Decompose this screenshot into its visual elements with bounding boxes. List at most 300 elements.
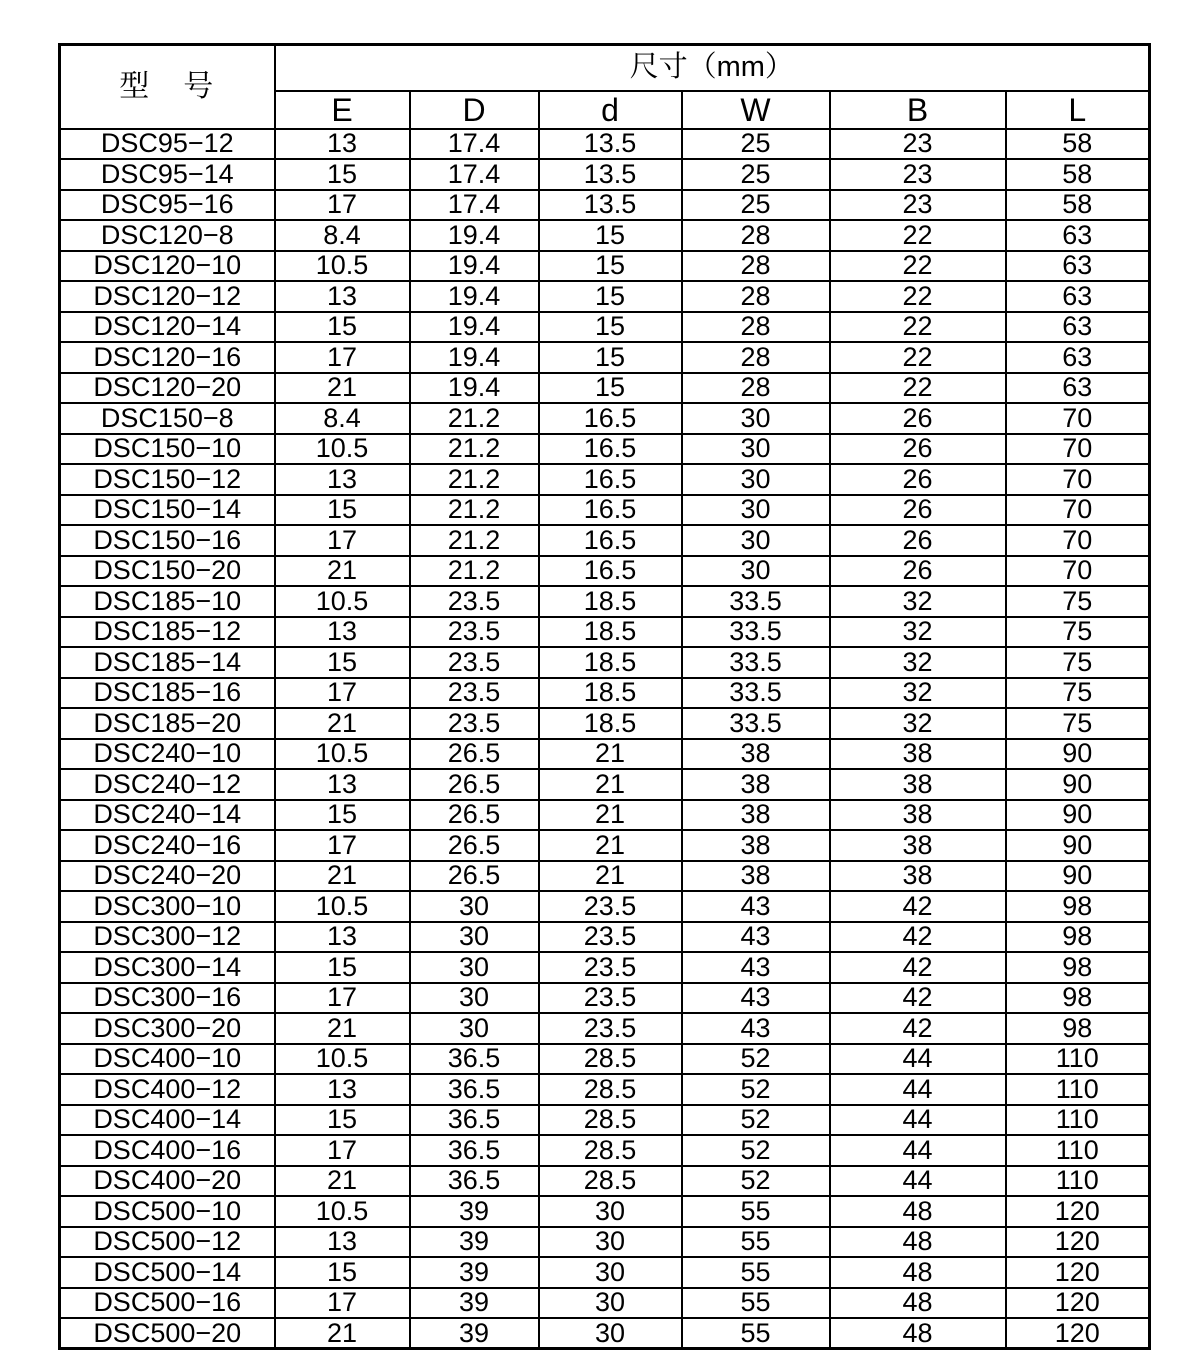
value-cell-E: 10.5 bbox=[275, 586, 410, 617]
value-cell-E: 13 bbox=[275, 464, 410, 495]
model-cell: DSC500−16 bbox=[60, 1288, 275, 1319]
table-row bbox=[60, 708, 1150, 739]
value-cell-E: 8.4 bbox=[275, 403, 410, 434]
value-cell-W: 38 bbox=[682, 861, 830, 892]
value-cell-W: 33.5 bbox=[682, 647, 830, 678]
value-cell-B: 42 bbox=[830, 952, 1006, 983]
model-cell: DSC300−10 bbox=[60, 891, 275, 922]
value-cell-d: 28.5 bbox=[539, 1105, 682, 1136]
value-cell-B: 42 bbox=[830, 891, 1006, 922]
value-cell-E: 15 bbox=[275, 952, 410, 983]
value-cell-d: 23.5 bbox=[539, 983, 682, 1014]
value-cell-B: 42 bbox=[830, 922, 1006, 953]
value-cell-D: 23.5 bbox=[410, 617, 539, 648]
value-cell-B: 38 bbox=[830, 769, 1006, 800]
value-cell-W: 30 bbox=[682, 403, 830, 434]
model-cell: DSC150−8 bbox=[60, 403, 275, 434]
value-cell-d: 18.5 bbox=[539, 617, 682, 648]
value-cell-E: 10.5 bbox=[275, 434, 410, 465]
table-row bbox=[60, 1257, 1150, 1288]
value-cell-L: 63 bbox=[1006, 373, 1150, 404]
value-cell-L: 75 bbox=[1006, 617, 1150, 648]
value-cell-L: 70 bbox=[1006, 525, 1150, 556]
value-cell-B: 26 bbox=[830, 403, 1006, 434]
model-cell: DSC500−20 bbox=[60, 1318, 275, 1349]
value-cell-W: 25 bbox=[682, 159, 830, 190]
value-cell-E: 17 bbox=[275, 342, 410, 373]
value-cell-L: 70 bbox=[1006, 556, 1150, 587]
value-cell-E: 10.5 bbox=[275, 1044, 410, 1075]
value-cell-E: 8.4 bbox=[275, 220, 410, 251]
value-cell-W: 25 bbox=[682, 190, 830, 221]
value-cell-D: 26.5 bbox=[410, 739, 539, 770]
model-cell: DSC120−16 bbox=[60, 342, 275, 373]
value-cell-B: 38 bbox=[830, 739, 1006, 770]
value-cell-L: 63 bbox=[1006, 220, 1150, 251]
table-row bbox=[60, 1318, 1150, 1349]
value-cell-L: 98 bbox=[1006, 922, 1150, 953]
value-cell-B: 44 bbox=[830, 1105, 1006, 1136]
value-cell-L: 98 bbox=[1006, 952, 1150, 983]
value-cell-L: 98 bbox=[1006, 983, 1150, 1014]
model-cell: DSC150−12 bbox=[60, 464, 275, 495]
value-cell-L: 98 bbox=[1006, 1013, 1150, 1044]
value-cell-L: 70 bbox=[1006, 495, 1150, 526]
value-cell-E: 21 bbox=[275, 373, 410, 404]
value-cell-W: 33.5 bbox=[682, 617, 830, 648]
value-cell-D: 36.5 bbox=[410, 1166, 539, 1197]
table-row bbox=[60, 678, 1150, 709]
value-cell-L: 120 bbox=[1006, 1318, 1150, 1349]
value-cell-W: 55 bbox=[682, 1257, 830, 1288]
value-cell-d: 21 bbox=[539, 739, 682, 770]
value-cell-L: 120 bbox=[1006, 1257, 1150, 1288]
value-cell-L: 110 bbox=[1006, 1166, 1150, 1197]
value-cell-E: 10.5 bbox=[275, 1196, 410, 1227]
table-row bbox=[60, 312, 1150, 343]
table-row bbox=[60, 1135, 1150, 1166]
value-cell-E: 17 bbox=[275, 525, 410, 556]
value-cell-D: 21.2 bbox=[410, 556, 539, 587]
value-cell-W: 28 bbox=[682, 312, 830, 343]
value-cell-d: 13.5 bbox=[539, 129, 682, 160]
value-cell-d: 23.5 bbox=[539, 891, 682, 922]
value-cell-B: 48 bbox=[830, 1318, 1006, 1349]
table-row bbox=[60, 525, 1150, 556]
value-cell-L: 58 bbox=[1006, 190, 1150, 221]
table-row bbox=[60, 251, 1150, 282]
value-cell-L: 90 bbox=[1006, 739, 1150, 770]
value-cell-L: 70 bbox=[1006, 434, 1150, 465]
value-cell-B: 26 bbox=[830, 464, 1006, 495]
value-cell-D: 19.4 bbox=[410, 281, 539, 312]
value-cell-d: 18.5 bbox=[539, 708, 682, 739]
value-cell-L: 120 bbox=[1006, 1227, 1150, 1258]
value-cell-B: 48 bbox=[830, 1227, 1006, 1258]
value-cell-L: 63 bbox=[1006, 251, 1150, 282]
value-cell-d: 18.5 bbox=[539, 586, 682, 617]
value-cell-W: 55 bbox=[682, 1227, 830, 1258]
value-cell-D: 19.4 bbox=[410, 342, 539, 373]
table-row bbox=[60, 373, 1150, 404]
value-cell-B: 22 bbox=[830, 342, 1006, 373]
column-header-B: B bbox=[830, 91, 1006, 129]
value-cell-D: 39 bbox=[410, 1288, 539, 1319]
table-row bbox=[60, 647, 1150, 678]
value-cell-B: 26 bbox=[830, 556, 1006, 587]
value-cell-W: 30 bbox=[682, 495, 830, 526]
value-cell-E: 13 bbox=[275, 281, 410, 312]
value-cell-B: 42 bbox=[830, 1013, 1006, 1044]
value-cell-E: 17 bbox=[275, 190, 410, 221]
value-cell-D: 26.5 bbox=[410, 861, 539, 892]
value-cell-D: 21.2 bbox=[410, 495, 539, 526]
value-cell-D: 17.4 bbox=[410, 159, 539, 190]
value-cell-L: 70 bbox=[1006, 464, 1150, 495]
value-cell-B: 44 bbox=[830, 1166, 1006, 1197]
table-row bbox=[60, 1044, 1150, 1075]
value-cell-W: 55 bbox=[682, 1288, 830, 1319]
model-cell: DSC500−12 bbox=[60, 1227, 275, 1258]
value-cell-B: 26 bbox=[830, 525, 1006, 556]
value-cell-B: 38 bbox=[830, 830, 1006, 861]
value-cell-L: 63 bbox=[1006, 312, 1150, 343]
value-cell-d: 16.5 bbox=[539, 403, 682, 434]
value-cell-B: 22 bbox=[830, 220, 1006, 251]
value-cell-W: 28 bbox=[682, 251, 830, 282]
value-cell-W: 43 bbox=[682, 952, 830, 983]
value-cell-B: 48 bbox=[830, 1196, 1006, 1227]
value-cell-d: 28.5 bbox=[539, 1166, 682, 1197]
value-cell-W: 28 bbox=[682, 281, 830, 312]
value-cell-d: 28.5 bbox=[539, 1074, 682, 1105]
value-cell-L: 110 bbox=[1006, 1074, 1150, 1105]
value-cell-W: 55 bbox=[682, 1196, 830, 1227]
value-cell-W: 52 bbox=[682, 1105, 830, 1136]
value-cell-D: 26.5 bbox=[410, 769, 539, 800]
value-cell-E: 10.5 bbox=[275, 739, 410, 770]
value-cell-L: 75 bbox=[1006, 586, 1150, 617]
value-cell-E: 13 bbox=[275, 617, 410, 648]
model-cell: DSC300−16 bbox=[60, 983, 275, 1014]
value-cell-W: 28 bbox=[682, 220, 830, 251]
value-cell-B: 32 bbox=[830, 678, 1006, 709]
dimensions-mm-header: 尺寸（mm） bbox=[275, 45, 1150, 91]
value-cell-E: 17 bbox=[275, 830, 410, 861]
value-cell-W: 38 bbox=[682, 800, 830, 831]
value-cell-B: 32 bbox=[830, 647, 1006, 678]
value-cell-E: 21 bbox=[275, 1318, 410, 1349]
value-cell-E: 13 bbox=[275, 769, 410, 800]
value-cell-B: 48 bbox=[830, 1288, 1006, 1319]
model-cell: DSC120−12 bbox=[60, 281, 275, 312]
table-row bbox=[60, 739, 1150, 770]
value-cell-d: 28.5 bbox=[539, 1135, 682, 1166]
model-cell: DSC500−14 bbox=[60, 1257, 275, 1288]
model-cell: DSC120−8 bbox=[60, 220, 275, 251]
table-row bbox=[60, 586, 1150, 617]
model-cell: DSC400−20 bbox=[60, 1166, 275, 1197]
model-cell: DSC185−20 bbox=[60, 708, 275, 739]
value-cell-D: 23.5 bbox=[410, 708, 539, 739]
value-cell-E: 21 bbox=[275, 1013, 410, 1044]
header-row-top bbox=[60, 45, 1150, 91]
value-cell-L: 63 bbox=[1006, 281, 1150, 312]
value-cell-D: 23.5 bbox=[410, 586, 539, 617]
table-row bbox=[60, 861, 1150, 892]
value-cell-B: 32 bbox=[830, 708, 1006, 739]
table-row bbox=[60, 1166, 1150, 1197]
table-row bbox=[60, 1013, 1150, 1044]
value-cell-E: 15 bbox=[275, 312, 410, 343]
table-row bbox=[60, 129, 1150, 160]
table-row bbox=[60, 159, 1150, 190]
value-cell-L: 120 bbox=[1006, 1196, 1150, 1227]
value-cell-W: 33.5 bbox=[682, 586, 830, 617]
value-cell-d: 16.5 bbox=[539, 464, 682, 495]
model-cell: DSC300−12 bbox=[60, 922, 275, 953]
value-cell-D: 21.2 bbox=[410, 525, 539, 556]
value-cell-d: 21 bbox=[539, 861, 682, 892]
value-cell-D: 21.2 bbox=[410, 403, 539, 434]
value-cell-d: 16.5 bbox=[539, 556, 682, 587]
value-cell-d: 15 bbox=[539, 281, 682, 312]
value-cell-L: 75 bbox=[1006, 678, 1150, 709]
table-row bbox=[60, 1196, 1150, 1227]
value-cell-E: 15 bbox=[275, 1257, 410, 1288]
value-cell-d: 30 bbox=[539, 1196, 682, 1227]
table-row bbox=[60, 1074, 1150, 1105]
table-row bbox=[60, 403, 1150, 434]
table-row bbox=[60, 1227, 1150, 1258]
value-cell-L: 75 bbox=[1006, 647, 1150, 678]
value-cell-D: 19.4 bbox=[410, 220, 539, 251]
value-cell-W: 38 bbox=[682, 830, 830, 861]
column-header-D: D bbox=[410, 91, 539, 129]
value-cell-B: 44 bbox=[830, 1135, 1006, 1166]
value-cell-W: 30 bbox=[682, 464, 830, 495]
value-cell-W: 52 bbox=[682, 1135, 830, 1166]
model-cell: DSC150−14 bbox=[60, 495, 275, 526]
value-cell-E: 21 bbox=[275, 1166, 410, 1197]
value-cell-B: 23 bbox=[830, 129, 1006, 160]
value-cell-W: 33.5 bbox=[682, 708, 830, 739]
table-row bbox=[60, 830, 1150, 861]
value-cell-D: 23.5 bbox=[410, 647, 539, 678]
value-cell-D: 30 bbox=[410, 891, 539, 922]
value-cell-D: 39 bbox=[410, 1318, 539, 1349]
table-row bbox=[60, 891, 1150, 922]
table-row bbox=[60, 617, 1150, 648]
value-cell-D: 30 bbox=[410, 952, 539, 983]
value-cell-E: 15 bbox=[275, 159, 410, 190]
value-cell-B: 22 bbox=[830, 373, 1006, 404]
value-cell-d: 21 bbox=[539, 800, 682, 831]
value-cell-D: 21.2 bbox=[410, 434, 539, 465]
value-cell-E: 21 bbox=[275, 708, 410, 739]
value-cell-d: 21 bbox=[539, 769, 682, 800]
value-cell-d: 18.5 bbox=[539, 678, 682, 709]
value-cell-D: 26.5 bbox=[410, 830, 539, 861]
column-header-d: d bbox=[539, 91, 682, 129]
value-cell-W: 43 bbox=[682, 891, 830, 922]
value-cell-B: 26 bbox=[830, 495, 1006, 526]
model-cell: DSC240−16 bbox=[60, 830, 275, 861]
value-cell-E: 21 bbox=[275, 556, 410, 587]
model-cell: DSC120−14 bbox=[60, 312, 275, 343]
value-cell-d: 15 bbox=[539, 342, 682, 373]
table-row bbox=[60, 983, 1150, 1014]
value-cell-d: 30 bbox=[539, 1318, 682, 1349]
value-cell-L: 110 bbox=[1006, 1135, 1150, 1166]
value-cell-D: 39 bbox=[410, 1196, 539, 1227]
value-cell-B: 23 bbox=[830, 190, 1006, 221]
value-cell-D: 30 bbox=[410, 983, 539, 1014]
value-cell-D: 21.2 bbox=[410, 464, 539, 495]
dimension-table bbox=[58, 43, 1151, 1350]
value-cell-B: 38 bbox=[830, 861, 1006, 892]
value-cell-B: 44 bbox=[830, 1074, 1006, 1105]
table-row bbox=[60, 800, 1150, 831]
model-cell: DSC500−10 bbox=[60, 1196, 275, 1227]
model-cell: DSC150−10 bbox=[60, 434, 275, 465]
value-cell-L: 90 bbox=[1006, 830, 1150, 861]
value-cell-W: 38 bbox=[682, 739, 830, 770]
value-cell-E: 15 bbox=[275, 800, 410, 831]
value-cell-E: 13 bbox=[275, 1074, 410, 1105]
model-cell: DSC95−12 bbox=[60, 129, 275, 160]
value-cell-B: 32 bbox=[830, 617, 1006, 648]
table-row bbox=[60, 190, 1150, 221]
value-cell-D: 17.4 bbox=[410, 190, 539, 221]
model-cell: DSC120−10 bbox=[60, 251, 275, 282]
value-cell-d: 16.5 bbox=[539, 525, 682, 556]
column-header-W: W bbox=[682, 91, 830, 129]
value-cell-D: 19.4 bbox=[410, 373, 539, 404]
model-cell: DSC185−16 bbox=[60, 678, 275, 709]
model-cell: DSC95−14 bbox=[60, 159, 275, 190]
value-cell-d: 30 bbox=[539, 1288, 682, 1319]
value-cell-d: 21 bbox=[539, 830, 682, 861]
value-cell-E: 15 bbox=[275, 495, 410, 526]
value-cell-L: 90 bbox=[1006, 861, 1150, 892]
model-cell: DSC150−16 bbox=[60, 525, 275, 556]
value-cell-D: 30 bbox=[410, 922, 539, 953]
model-cell: DSC185−12 bbox=[60, 617, 275, 648]
value-cell-d: 28.5 bbox=[539, 1044, 682, 1075]
model-cell: DSC185−10 bbox=[60, 586, 275, 617]
value-cell-E: 13 bbox=[275, 922, 410, 953]
value-cell-W: 43 bbox=[682, 1013, 830, 1044]
table-row bbox=[60, 464, 1150, 495]
value-cell-d: 23.5 bbox=[539, 952, 682, 983]
value-cell-E: 13 bbox=[275, 1227, 410, 1258]
model-cell: DSC240−20 bbox=[60, 861, 275, 892]
value-cell-d: 18.5 bbox=[539, 647, 682, 678]
value-cell-E: 13 bbox=[275, 129, 410, 160]
value-cell-W: 52 bbox=[682, 1074, 830, 1105]
value-cell-L: 75 bbox=[1006, 708, 1150, 739]
value-cell-L: 70 bbox=[1006, 403, 1150, 434]
value-cell-d: 13.5 bbox=[539, 190, 682, 221]
value-cell-E: 15 bbox=[275, 1105, 410, 1136]
value-cell-W: 43 bbox=[682, 922, 830, 953]
value-cell-L: 120 bbox=[1006, 1288, 1150, 1319]
model-cell: DSC240−10 bbox=[60, 739, 275, 770]
value-cell-d: 15 bbox=[539, 373, 682, 404]
value-cell-d: 23.5 bbox=[539, 1013, 682, 1044]
model-cell: DSC120−20 bbox=[60, 373, 275, 404]
value-cell-d: 15 bbox=[539, 312, 682, 343]
value-cell-L: 58 bbox=[1006, 159, 1150, 190]
value-cell-D: 36.5 bbox=[410, 1105, 539, 1136]
model-cell: DSC300−20 bbox=[60, 1013, 275, 1044]
table-row bbox=[60, 922, 1150, 953]
value-cell-B: 42 bbox=[830, 983, 1006, 1014]
value-cell-L: 58 bbox=[1006, 129, 1150, 160]
value-cell-D: 19.4 bbox=[410, 251, 539, 282]
model-cell: DSC300−14 bbox=[60, 952, 275, 983]
value-cell-B: 44 bbox=[830, 1044, 1006, 1075]
value-cell-D: 36.5 bbox=[410, 1044, 539, 1075]
value-cell-B: 23 bbox=[830, 159, 1006, 190]
model-column-header: 型 号 bbox=[60, 45, 275, 129]
value-cell-W: 33.5 bbox=[682, 678, 830, 709]
value-cell-W: 28 bbox=[682, 342, 830, 373]
table-row bbox=[60, 952, 1150, 983]
model-cell: DSC400−10 bbox=[60, 1044, 275, 1075]
value-cell-d: 15 bbox=[539, 251, 682, 282]
table-row bbox=[60, 556, 1150, 587]
model-cell: DSC240−12 bbox=[60, 769, 275, 800]
value-cell-E: 21 bbox=[275, 861, 410, 892]
value-cell-D: 36.5 bbox=[410, 1074, 539, 1105]
value-cell-D: 39 bbox=[410, 1257, 539, 1288]
model-cell: DSC185−14 bbox=[60, 647, 275, 678]
value-cell-B: 26 bbox=[830, 434, 1006, 465]
value-cell-L: 110 bbox=[1006, 1044, 1150, 1075]
value-cell-d: 30 bbox=[539, 1227, 682, 1258]
value-cell-d: 15 bbox=[539, 220, 682, 251]
value-cell-L: 63 bbox=[1006, 342, 1150, 373]
column-header-E: E bbox=[275, 91, 410, 129]
value-cell-L: 90 bbox=[1006, 769, 1150, 800]
value-cell-W: 30 bbox=[682, 556, 830, 587]
value-cell-E: 17 bbox=[275, 983, 410, 1014]
value-cell-D: 39 bbox=[410, 1227, 539, 1258]
value-cell-D: 23.5 bbox=[410, 678, 539, 709]
value-cell-d: 16.5 bbox=[539, 434, 682, 465]
model-cell: DSC400−14 bbox=[60, 1105, 275, 1136]
value-cell-B: 38 bbox=[830, 800, 1006, 831]
value-cell-W: 28 bbox=[682, 373, 830, 404]
value-cell-D: 19.4 bbox=[410, 312, 539, 343]
value-cell-L: 98 bbox=[1006, 891, 1150, 922]
table-row bbox=[60, 495, 1150, 526]
value-cell-D: 36.5 bbox=[410, 1135, 539, 1166]
table-row bbox=[60, 1288, 1150, 1319]
value-cell-B: 22 bbox=[830, 281, 1006, 312]
model-cell: DSC240−14 bbox=[60, 800, 275, 831]
value-cell-W: 55 bbox=[682, 1318, 830, 1349]
value-cell-d: 13.5 bbox=[539, 159, 682, 190]
value-cell-E: 17 bbox=[275, 1288, 410, 1319]
value-cell-W: 25 bbox=[682, 129, 830, 160]
value-cell-D: 17.4 bbox=[410, 129, 539, 160]
table-row bbox=[60, 220, 1150, 251]
value-cell-B: 32 bbox=[830, 586, 1006, 617]
model-cell: DSC400−16 bbox=[60, 1135, 275, 1166]
